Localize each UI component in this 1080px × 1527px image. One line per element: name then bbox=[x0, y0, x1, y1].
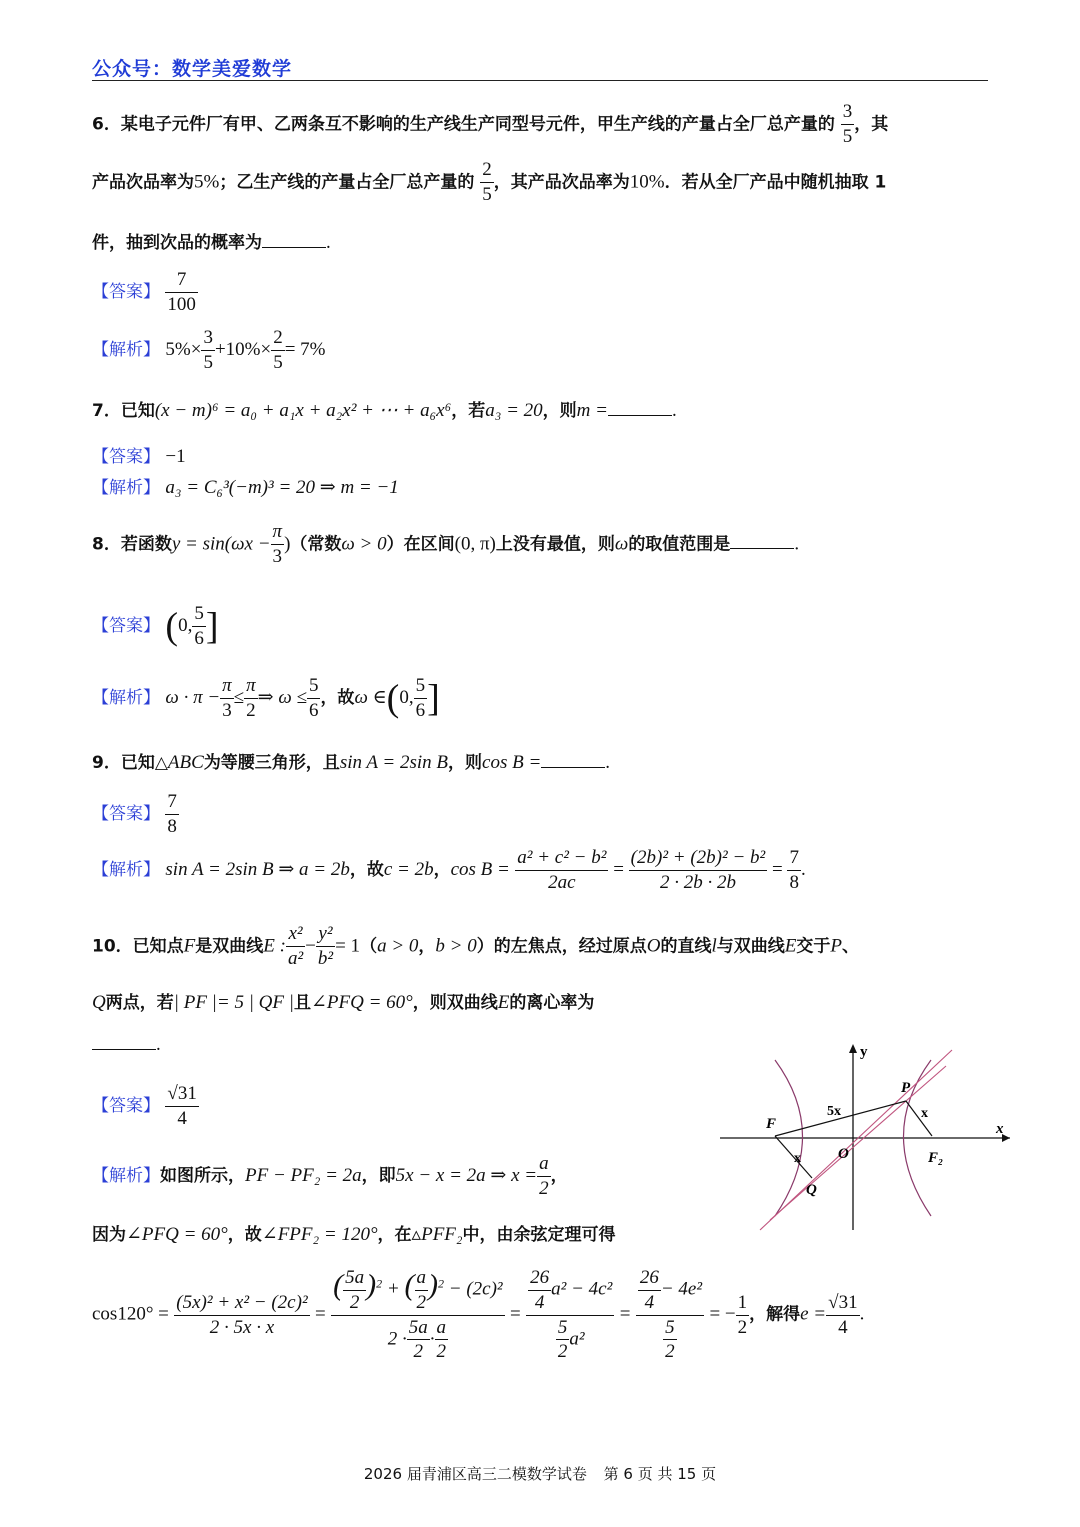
q8-func-close: ) bbox=[284, 533, 291, 555]
q6-text: ．若从全厂产品中随机抽取 1 bbox=[664, 172, 887, 193]
frac-num: 5 bbox=[663, 1316, 677, 1341]
answer-tag: 【答案】 bbox=[92, 281, 160, 302]
frac-num: 3 bbox=[841, 100, 855, 125]
frac-den: 5 bbox=[203, 351, 213, 373]
period: . bbox=[800, 858, 806, 880]
text: ， bbox=[433, 859, 451, 880]
sym: F bbox=[183, 935, 196, 957]
frac-den: 6 bbox=[415, 699, 426, 721]
frac bbox=[415, 1266, 429, 1315]
frac-den: 2 · 5x · x bbox=[209, 1316, 275, 1338]
expr: sin A = 2sin B ⇒ a = 2b bbox=[165, 858, 350, 880]
q9-text: ，则 bbox=[448, 753, 483, 773]
q8-text: ）在区间 bbox=[386, 534, 455, 555]
expr: − 4e² bbox=[660, 1278, 703, 1300]
frac-num: a bbox=[435, 1316, 449, 1341]
period: . bbox=[156, 1034, 161, 1055]
q9-answer bbox=[92, 790, 179, 839]
q10-analysis-3 bbox=[92, 1266, 864, 1364]
sym: E : bbox=[263, 935, 286, 957]
q6-number: 6． bbox=[92, 114, 121, 135]
frac-num: 5 bbox=[414, 674, 428, 699]
q10-text: ）的左焦点，经过原点 bbox=[476, 936, 647, 957]
answer-tag: 【答案】 bbox=[92, 615, 160, 636]
frac-num bbox=[636, 1266, 704, 1316]
frac bbox=[826, 1291, 859, 1340]
q6-answer bbox=[92, 268, 198, 317]
expr: 2 · bbox=[387, 1328, 407, 1350]
q9-tri: ABC bbox=[167, 752, 204, 773]
frac-num: π bbox=[220, 674, 234, 699]
period: . bbox=[326, 232, 331, 253]
frac-den: 2 bbox=[557, 1341, 568, 1363]
frac-den: 2 bbox=[349, 1291, 360, 1313]
frac bbox=[343, 1266, 366, 1315]
q8-omega: ω bbox=[614, 533, 629, 555]
q6-line2 bbox=[92, 158, 886, 207]
frac-num: 7 bbox=[165, 790, 179, 815]
q10-line2 bbox=[92, 988, 594, 1014]
frac-den: 4 bbox=[177, 1107, 187, 1129]
q7-analysis bbox=[92, 473, 399, 499]
frac bbox=[271, 326, 285, 375]
q8-func: y = sin(ωx − bbox=[171, 533, 271, 555]
analysis-tag: 【解析】 bbox=[92, 478, 160, 498]
footer-exam-title: 2026 届青浦区高三二模数学试卷 bbox=[363, 1465, 587, 1483]
frac-den: 2 · 2b · 2b bbox=[659, 871, 736, 893]
q10-text: 、 bbox=[841, 936, 859, 957]
frac-den: 6 bbox=[308, 699, 319, 721]
q8-text: （常数 bbox=[290, 534, 342, 555]
q10-analysis-2 bbox=[92, 1220, 616, 1246]
q6-line1 bbox=[92, 100, 888, 149]
frac-den: 5 bbox=[482, 183, 492, 205]
label-P: P bbox=[901, 1080, 911, 1096]
frac-num: 2 bbox=[271, 326, 285, 351]
bracket-right: ] bbox=[427, 677, 440, 720]
frac-den: b² bbox=[317, 947, 334, 969]
answer-blank bbox=[608, 414, 672, 416]
answer-frac bbox=[165, 790, 179, 839]
y-axis-arrow-icon bbox=[849, 1044, 857, 1053]
frac bbox=[220, 674, 234, 723]
q10-text: 的离心率为 bbox=[509, 993, 595, 1013]
frac-den: 4 bbox=[644, 1291, 655, 1313]
equals: = bbox=[619, 1303, 631, 1325]
paren: ( bbox=[404, 1268, 415, 1302]
sym: Q bbox=[92, 992, 106, 1013]
frac bbox=[537, 1152, 551, 1201]
q9-number: 9． bbox=[92, 753, 121, 773]
q9-line bbox=[92, 748, 610, 774]
q6-text: 产品次品率为 bbox=[92, 172, 194, 193]
equals: = bbox=[608, 858, 629, 880]
q8-analysis bbox=[92, 674, 440, 723]
expr: ω ∈ bbox=[354, 686, 387, 708]
frac bbox=[515, 846, 608, 895]
frac-den: 2 bbox=[416, 1291, 426, 1313]
q7-expr: (x − m)⁶ = a₀ + a₁x + a₂x² + ⋯ + a₆x⁶ bbox=[154, 400, 452, 421]
expr: ▵PFF₂ bbox=[411, 1224, 463, 1245]
frac-den: 5 bbox=[842, 125, 853, 147]
q6-text-tail: ，其 bbox=[854, 114, 889, 135]
sym: P bbox=[830, 935, 842, 957]
analysis-tag: 【解析】 bbox=[92, 339, 160, 360]
paren: ) bbox=[366, 1268, 377, 1302]
q8-text: 上没有最值，则 bbox=[495, 534, 615, 555]
q6-frac-3-5 bbox=[841, 100, 855, 149]
expr: − (2c)² bbox=[448, 1278, 503, 1300]
frac-num: (5x)² + x² − (2c)² bbox=[174, 1291, 309, 1316]
frac bbox=[407, 1316, 430, 1365]
page-footer bbox=[0, 1463, 1080, 1484]
sym: E bbox=[497, 992, 510, 1013]
frac-den: 2 bbox=[436, 1341, 447, 1363]
frac-den: 4 bbox=[838, 1316, 848, 1338]
frac bbox=[528, 1266, 551, 1315]
frac-num: 7 bbox=[165, 268, 198, 293]
paren: ) bbox=[428, 1268, 438, 1302]
answer-zero: 0, bbox=[178, 614, 193, 636]
q6-line3 bbox=[92, 228, 331, 254]
frac-num: a bbox=[415, 1266, 429, 1291]
answer-blank bbox=[541, 766, 605, 768]
frac-num: √31 bbox=[165, 1082, 198, 1107]
frac-den: 100 bbox=[167, 293, 196, 315]
hyperbola-figure bbox=[720, 1040, 1020, 1235]
q6-rate2: 10% bbox=[629, 171, 665, 193]
frac bbox=[629, 846, 768, 895]
page-header: 公众号：数学美爱数学 bbox=[92, 58, 293, 80]
frac-num: 5 bbox=[307, 674, 321, 699]
frac-den: 2 · $\frac{5a}{2}$ · $\frac{a}{2}$ bbox=[387, 1316, 447, 1363]
answer-blank bbox=[92, 1048, 156, 1050]
text: ，在 bbox=[377, 1225, 412, 1245]
frac bbox=[307, 674, 321, 723]
text: ，故 bbox=[227, 1225, 262, 1245]
q10-answer bbox=[92, 1082, 199, 1131]
frac-den bbox=[526, 1316, 614, 1365]
q6-analysis bbox=[92, 326, 326, 375]
expr: ∠PFQ = 60° bbox=[126, 1224, 228, 1245]
expr: = 1 bbox=[335, 935, 361, 957]
label-x: x bbox=[996, 1121, 1004, 1137]
expr: ω · π − bbox=[165, 686, 221, 708]
footer-page-number: 第 6 页 共 15 页 bbox=[603, 1465, 717, 1483]
q8-line bbox=[92, 520, 799, 569]
q6-text: ；乙生产线的产量占全厂总产量的 bbox=[219, 172, 475, 193]
label-y: y bbox=[860, 1044, 868, 1060]
text: ，即 bbox=[361, 1165, 396, 1186]
text: ，故 bbox=[349, 859, 384, 880]
q7-text: 已知 bbox=[120, 401, 155, 421]
q10-text: ， bbox=[418, 936, 436, 957]
q10-text: 交于 bbox=[796, 936, 831, 957]
q10-analysis-1 bbox=[92, 1152, 568, 1201]
frac-big bbox=[331, 1266, 504, 1364]
expr: ⇒ ω ≤ bbox=[257, 686, 307, 708]
frac-den: 2ac bbox=[548, 871, 576, 893]
paren-left: ( bbox=[165, 605, 179, 648]
q8-number: 8． bbox=[92, 534, 121, 555]
q10-text: 且 bbox=[294, 993, 311, 1013]
q8-answer bbox=[92, 602, 218, 651]
equals: = bbox=[315, 1303, 326, 1325]
minus: − bbox=[305, 935, 316, 957]
frac bbox=[435, 1316, 449, 1365]
label-x-FQ: x bbox=[794, 1151, 801, 1166]
answer-frac bbox=[192, 602, 206, 651]
expr: +10%× bbox=[214, 338, 272, 360]
q10-number: 10． bbox=[92, 936, 133, 957]
period: . bbox=[605, 752, 611, 773]
expr: e = bbox=[800, 1303, 827, 1325]
answer-blank bbox=[730, 547, 794, 549]
label-5x: 5x bbox=[827, 1104, 841, 1119]
q6-text: 某电子元件厂有甲、乙两条互不影响的生产线生产同型号元件，甲生产线的产量占全厂总产量的 bbox=[120, 114, 835, 135]
expr: a > 0 bbox=[377, 935, 419, 957]
q6-answer-frac bbox=[165, 268, 198, 317]
frac-den: 2 bbox=[539, 1177, 549, 1199]
expr: PF − PF₂ = 2a bbox=[245, 1164, 362, 1186]
q8-interval: (0, π) bbox=[454, 533, 496, 555]
q10-text: 的直线 bbox=[660, 936, 712, 957]
frac-num bbox=[526, 1266, 614, 1316]
frac-den bbox=[636, 1316, 704, 1365]
analysis-expr: a₃ = C₆³(−m)³ = 20 ⇒ m = −1 bbox=[165, 477, 399, 498]
analysis-tag: 【解析】 bbox=[92, 859, 160, 880]
frac-den: 6 bbox=[194, 627, 204, 649]
text: ， bbox=[550, 1165, 568, 1186]
q10-text: （ bbox=[360, 936, 378, 957]
frac bbox=[663, 1316, 677, 1365]
answer-tag: 【答案】 bbox=[92, 447, 160, 467]
q7-cond: a₃ = 20 bbox=[485, 400, 543, 421]
frac-num: 3 bbox=[201, 326, 215, 351]
frac-num: √31 bbox=[826, 1291, 859, 1316]
frac-den: 2 bbox=[413, 1341, 424, 1363]
expr: ∠FPF₂ = 120° bbox=[261, 1224, 378, 1245]
frac bbox=[787, 846, 801, 895]
label-Q: Q bbox=[806, 1182, 817, 1198]
answer-tag: 【答案】 bbox=[92, 803, 160, 824]
frac-den: 2 bbox=[246, 699, 256, 721]
q6-text: ，其产品次品率为 bbox=[493, 172, 630, 193]
expr: cos120° = bbox=[92, 1303, 169, 1325]
period: . bbox=[794, 533, 800, 555]
sym: l bbox=[711, 935, 717, 957]
frac-num: a² + c² − b² bbox=[515, 846, 608, 871]
frac-den: 5 bbox=[273, 351, 283, 373]
q6-text: 件，抽到次品的概率为 bbox=[92, 233, 262, 253]
answer-blank bbox=[262, 246, 326, 248]
expr: 5%× bbox=[165, 338, 202, 360]
frac-num: 5a bbox=[407, 1316, 430, 1341]
frac-den: 8 bbox=[789, 871, 799, 893]
sym: O bbox=[646, 935, 661, 957]
q10-text: 两点，若 bbox=[105, 993, 174, 1013]
bracket-right: ] bbox=[205, 605, 219, 648]
frac-num: 5 bbox=[556, 1316, 570, 1341]
q7-text: ，若 bbox=[451, 401, 486, 421]
frac-num: 7 bbox=[787, 846, 801, 871]
period: . bbox=[671, 400, 677, 421]
answer-frac bbox=[165, 1082, 198, 1131]
q6-rate1: 5% bbox=[194, 171, 220, 193]
pi-over-3 bbox=[271, 520, 285, 569]
q10-text: ，则双曲线 bbox=[412, 993, 498, 1013]
frac-num: 1 bbox=[736, 1291, 750, 1316]
frac-big bbox=[526, 1266, 614, 1364]
equals: = bbox=[510, 1303, 521, 1325]
q9-ask: cos B = bbox=[482, 752, 542, 773]
expr: = 7% bbox=[284, 338, 326, 360]
text: ，故 bbox=[320, 687, 355, 708]
frac bbox=[174, 1291, 309, 1340]
frac-num: 26 bbox=[528, 1266, 551, 1291]
label-F: F bbox=[766, 1116, 777, 1132]
header-rule bbox=[92, 80, 988, 81]
expr: | PF |= 5 | QF | bbox=[173, 992, 294, 1013]
frac-num: π bbox=[244, 674, 258, 699]
frac-num: ( $\frac{5a}{2}$ )$^2$ + ( $\frac{a}{2}$ )$^2$ − (2c)² bbox=[331, 1266, 504, 1316]
q10-text: 与双曲线 bbox=[716, 936, 785, 957]
q7-ask: m = bbox=[576, 400, 608, 421]
label-O: O bbox=[838, 1146, 849, 1162]
frac-num: a bbox=[537, 1152, 551, 1177]
expr: b > 0 bbox=[435, 935, 477, 957]
paren: ( bbox=[333, 1268, 344, 1302]
frac-big bbox=[636, 1266, 704, 1364]
expr: ∠PFQ = 60° bbox=[311, 992, 413, 1013]
frac-den: 2 bbox=[737, 1316, 748, 1338]
expr: cos B = bbox=[450, 858, 510, 880]
text: 如图所示， bbox=[160, 1165, 245, 1186]
period: . bbox=[859, 1303, 865, 1325]
expr: a² − 4c² bbox=[551, 1278, 613, 1300]
frac-num: π bbox=[271, 520, 285, 545]
expr: = − bbox=[709, 1303, 736, 1325]
q10-line1 bbox=[92, 922, 859, 971]
frac-den: 8 bbox=[167, 815, 177, 837]
q10-text: 是双曲线 bbox=[195, 936, 264, 957]
q7-text: ，则 bbox=[542, 401, 577, 421]
answer-value: −1 bbox=[165, 446, 186, 467]
q7-answer bbox=[92, 442, 186, 468]
frac-num: x² bbox=[286, 922, 305, 947]
frac bbox=[414, 674, 428, 723]
segment-PF2 bbox=[906, 1101, 932, 1136]
expr: ≤ bbox=[233, 686, 245, 708]
q8-text: 若函数 bbox=[120, 534, 172, 555]
frac-den: 4 bbox=[534, 1291, 545, 1313]
q9-analysis bbox=[92, 846, 806, 895]
frac-den: 2 bbox=[665, 1341, 675, 1363]
frac bbox=[638, 1266, 661, 1315]
q7-line bbox=[92, 396, 677, 422]
q9-text: 已知△ bbox=[120, 753, 168, 773]
frac bbox=[244, 674, 258, 723]
label-F2: F₂ bbox=[928, 1150, 944, 1166]
q6-frac-2-5 bbox=[480, 158, 494, 207]
text: 中，由余弦定理可得 bbox=[462, 1225, 616, 1245]
analysis-tag: 【解析】 bbox=[92, 687, 160, 708]
q8-text: 的取值范围是 bbox=[628, 534, 731, 555]
frac-den: 3 bbox=[222, 699, 232, 721]
frac-num: y² bbox=[316, 922, 335, 947]
q10-text: 已知点 bbox=[132, 936, 184, 957]
frac-den: 3 bbox=[272, 545, 283, 567]
analysis-tag: 【解析】 bbox=[92, 1165, 160, 1186]
q10-line3 bbox=[92, 1034, 161, 1056]
expr: c = 2b bbox=[383, 858, 434, 880]
frac bbox=[556, 1316, 570, 1365]
expr: 0, bbox=[399, 686, 414, 708]
frac bbox=[286, 922, 305, 971]
expr: 5x − x = 2a ⇒ x = bbox=[395, 1164, 538, 1186]
expr: a² bbox=[569, 1328, 585, 1350]
frac-num: 2 bbox=[480, 158, 494, 183]
text: 因为 bbox=[92, 1225, 126, 1245]
frac bbox=[736, 1291, 750, 1340]
label-x-PF2: x bbox=[921, 1106, 928, 1121]
frac-num: 5a bbox=[343, 1266, 366, 1291]
frac-num: 5 bbox=[192, 602, 206, 627]
frac bbox=[316, 922, 335, 971]
frac bbox=[201, 326, 215, 375]
sym: E bbox=[784, 935, 797, 957]
q9-text: 为等腰三角形，且 bbox=[203, 753, 340, 773]
equals: = bbox=[767, 858, 788, 880]
frac-num: (2b)² + (2b)² − b² bbox=[629, 846, 768, 871]
q7-number: 7． bbox=[92, 401, 121, 421]
text: ，解得 bbox=[749, 1304, 801, 1325]
q9-cond: sin A = 2sin B bbox=[339, 752, 449, 773]
frac-den: a² bbox=[287, 947, 304, 969]
paren-left: ( bbox=[386, 677, 400, 720]
frac-num: 26 bbox=[638, 1266, 661, 1291]
answer-tag: 【答案】 bbox=[92, 1095, 160, 1116]
q8-cond: ω > 0 bbox=[341, 533, 387, 555]
